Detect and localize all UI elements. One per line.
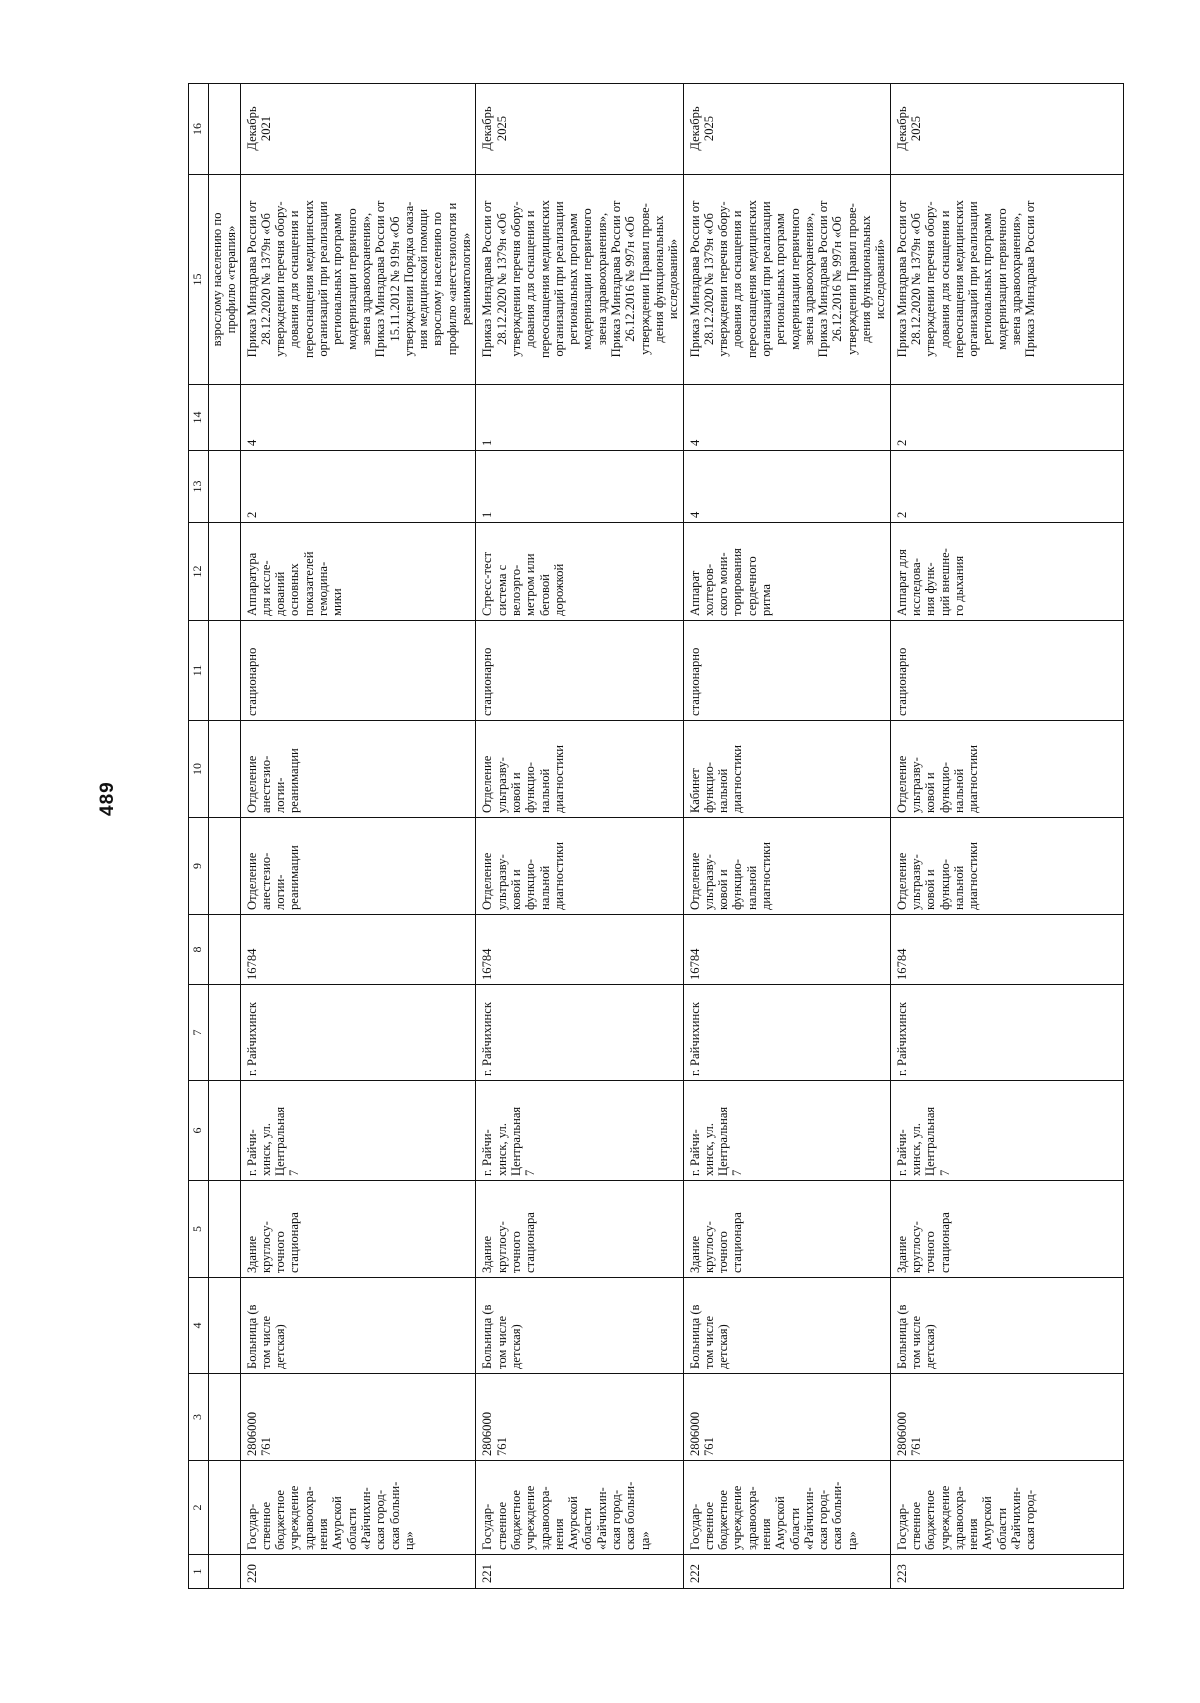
cell-quantity: 2 (890, 451, 1123, 523)
cell-address: г. Райчи- хинск, ул. Центральная 7 (240, 1081, 476, 1181)
continuation-cell (209, 1181, 241, 1278)
cell-code: 2806000 761 (240, 1374, 476, 1461)
cell-type: Больница (в том числе детская) (683, 1278, 890, 1374)
cell-code: 2806000 761 (890, 1374, 1123, 1461)
table-row (240, 84, 476, 1589)
cell-code: 2806000 761 (683, 1374, 890, 1461)
cell-deadline: Декабрь 2021 (240, 84, 476, 175)
cell-type: Больница (в том числе детская) (240, 1278, 476, 1374)
cell-city: г. Райчихинск (476, 985, 683, 1081)
cell-basis: Приказ Минздрава России от 28.12.2020 № 1379н «Об утверждении перечня обору- дования для оснащения и переоснащения медицинских организаций при реализации региональных программ модернизации первичного звена здравоохранения», Приказ Минздрава России от (890, 175, 1123, 385)
continuation-cell (209, 721, 241, 818)
cell-department: Отделение ультразву- ковой и функцио- нальной диагностики (683, 818, 890, 915)
header-cell: 13 (189, 451, 209, 523)
cell-unit: Отделение анестезио- логии- реанимации (240, 721, 476, 818)
header-cell: 14 (189, 385, 209, 451)
cell-number: 16784 (890, 915, 1123, 985)
cell-address: г. Райчи- хинск, ул. Центральная 7 (476, 1081, 683, 1181)
cell-building: Здание круглосу- точного стационара (476, 1181, 683, 1278)
cell-number: 16784 (683, 915, 890, 985)
cell-quantity: 4 (683, 451, 890, 523)
continuation-cell (209, 818, 241, 915)
cell-unit: Отделение ультразву- ковой и функцио- нальной диагностики (890, 721, 1123, 818)
cell-deadline: Декабрь 2025 (476, 84, 683, 175)
header-cell: 7 (189, 985, 209, 1081)
continuation-cell (209, 451, 241, 523)
cell-equipment: Стресс-тест система с велоэрго- метром или беговой дорожкой (476, 523, 683, 621)
cell-building: Здание круглосу- точного стационара (683, 1181, 890, 1278)
cell-organization: Государ- ственное бюджетное учреждение здравоохра- нения Амурской области «Райчихин- ская город- ская больни- ца» (240, 1461, 476, 1555)
cell-id: 221 (476, 1555, 683, 1589)
table-row (890, 84, 1123, 1589)
header-cell: 12 (189, 523, 209, 621)
equipment-table (188, 83, 1124, 1589)
cell-deadline: Декабрь 2025 (890, 84, 1123, 175)
continuation-cell (209, 523, 241, 621)
continuation-cell (209, 84, 241, 175)
continuation-cell (209, 1081, 241, 1181)
cell-unit: Кабинет функцио- нальной диагностики (683, 721, 890, 818)
cell-equipment: Аппарат для исследова- ния функ- ций внешне- го дыхания (890, 523, 1123, 621)
table-row (476, 84, 683, 1589)
cell-mode: стационарно (476, 621, 683, 721)
cell-equipment: Аппарат холтеров- ского мони- торирования сердечного ритма (683, 523, 890, 621)
continuation-cell (209, 985, 241, 1081)
cell-quantity-total: 4 (683, 385, 890, 451)
header-cell: 9 (189, 818, 209, 915)
header-row (189, 84, 209, 1589)
cell-organization: Государ- ственное бюджетное учреждение здравоохра- нения Амурской области «Райчихин- ская город- (890, 1461, 1123, 1555)
header-cell: 8 (189, 915, 209, 985)
continuation-row (209, 84, 241, 1589)
rotated-table-wrapper (188, 84, 1080, 1589)
cell-quantity-total: 4 (240, 385, 476, 451)
cell-mode: стационарно (890, 621, 1123, 721)
header-cell: 3 (189, 1374, 209, 1461)
cell-type: Больница (в том числе детская) (476, 1278, 683, 1374)
cell-address: г. Райчи- хинск, ул. Центральная 7 (890, 1081, 1123, 1181)
continuation-cell (209, 1461, 241, 1555)
cell-quantity-total: 1 (476, 385, 683, 451)
continuation-cell (209, 1555, 241, 1589)
cell-building: Здание круглосу- точного стационара (240, 1181, 476, 1278)
cell-organization: Государ- ственное бюджетное учреждение здравоохра- нения Амурской области «Райчихин- ская город- ская больни- ца» (683, 1461, 890, 1555)
continuation-cell (209, 1278, 241, 1374)
cell-type: Больница (в том числе детская) (890, 1278, 1123, 1374)
header-cell: 2 (189, 1461, 209, 1555)
cell-address: г. Райчи- хинск, ул. Центральная 7 (683, 1081, 890, 1181)
cell-id: 223 (890, 1555, 1123, 1589)
cell-basis: Приказ Минздрава России от 28.12.2020 № 1379н «Об утверждении перечня обору- дования для оснащения и переоснащения медицинских организаций при реализации региональных программ модернизации первичного звена здравоохранения», Приказ Минздрава России от 15.11.2012 № 919н «Об утверждении Порядка оказа- ния медицинской помощи взрослому населению по профилю «анестезиология и реаниматология» (240, 175, 476, 385)
header-cell: 16 (189, 84, 209, 175)
cell-equipment: Аппаратура для иссле- дований основных показателей гемодина- мики (240, 523, 476, 621)
header-cell: 10 (189, 721, 209, 818)
cell-quantity-total: 2 (890, 385, 1123, 451)
cell-building: Здание круглосу- точного стационара (890, 1181, 1123, 1278)
cell-code: 2806000 761 (476, 1374, 683, 1461)
cell-quantity: 2 (240, 451, 476, 523)
cell-mode: стационарно (683, 621, 890, 721)
cell-department: Отделение анестезио- логии- реанимации (240, 818, 476, 915)
cell-quantity: 1 (476, 451, 683, 523)
continuation-cell (209, 1374, 241, 1461)
header-cell: 11 (189, 621, 209, 721)
cell-basis: Приказ Минздрава России от 28.12.2020 № 1379н «Об утверждении перечня обору- дования для оснащения и переоснащения медицинских организаций при реализации региональных программ модернизации первичного звена здравоохранения», Приказ Минздрава России от 26.12.2016 № 997н «Об утверждении Правил прове- дения функциональных исследований» (476, 175, 683, 385)
continuation-cell (209, 621, 241, 721)
cell-id: 222 (683, 1555, 890, 1589)
continuation-cell (209, 385, 241, 451)
cell-department: Отделение ультразву- ковой и функцио- нальной диагностики (890, 818, 1123, 915)
header-cell: 15 (189, 175, 209, 385)
cell-basis: Приказ Минздрава России от 28.12.2020 № 1379н «Об утверждении перечня обору- дования для оснащения и переоснащения медицинских организаций при реализации региональных программ модернизации первичного звена здравоохранения», Приказ Минздрава России от 26.12.2016 № 997н «Об утверждении Правил прове- дения функциональных исследований» (683, 175, 890, 385)
continuation-cell (209, 915, 241, 985)
cell-city: г. Райчихинск (683, 985, 890, 1081)
table-row (683, 84, 890, 1589)
cell-unit: Отделение ультразву- ковой и функцио- нальной диагностики (476, 721, 683, 818)
header-cell: 5 (189, 1181, 209, 1278)
header-cell: 1 (189, 1555, 209, 1589)
cell-number: 16784 (240, 915, 476, 985)
cell-mode: стационарно (240, 621, 476, 721)
cell-city: г. Райчихинск (240, 985, 476, 1081)
cell-id: 220 (240, 1555, 476, 1589)
continuation-cell-basis: взрослому населению по профилю «терапия» (209, 175, 241, 385)
cell-city: г. Райчихинск (890, 985, 1123, 1081)
cell-organization: Государ- ственное бюджетное учреждение здравоохра- нения Амурской области «Райчихин- ская город- ская больни- ца» (476, 1461, 683, 1555)
header-cell: 6 (189, 1081, 209, 1181)
cell-deadline: Декабрь 2025 (683, 84, 890, 175)
cell-number: 16784 (476, 915, 683, 985)
header-cell: 4 (189, 1278, 209, 1374)
cell-department: Отделение ультразву- ковой и функцио- нальной диагностики (476, 818, 683, 915)
